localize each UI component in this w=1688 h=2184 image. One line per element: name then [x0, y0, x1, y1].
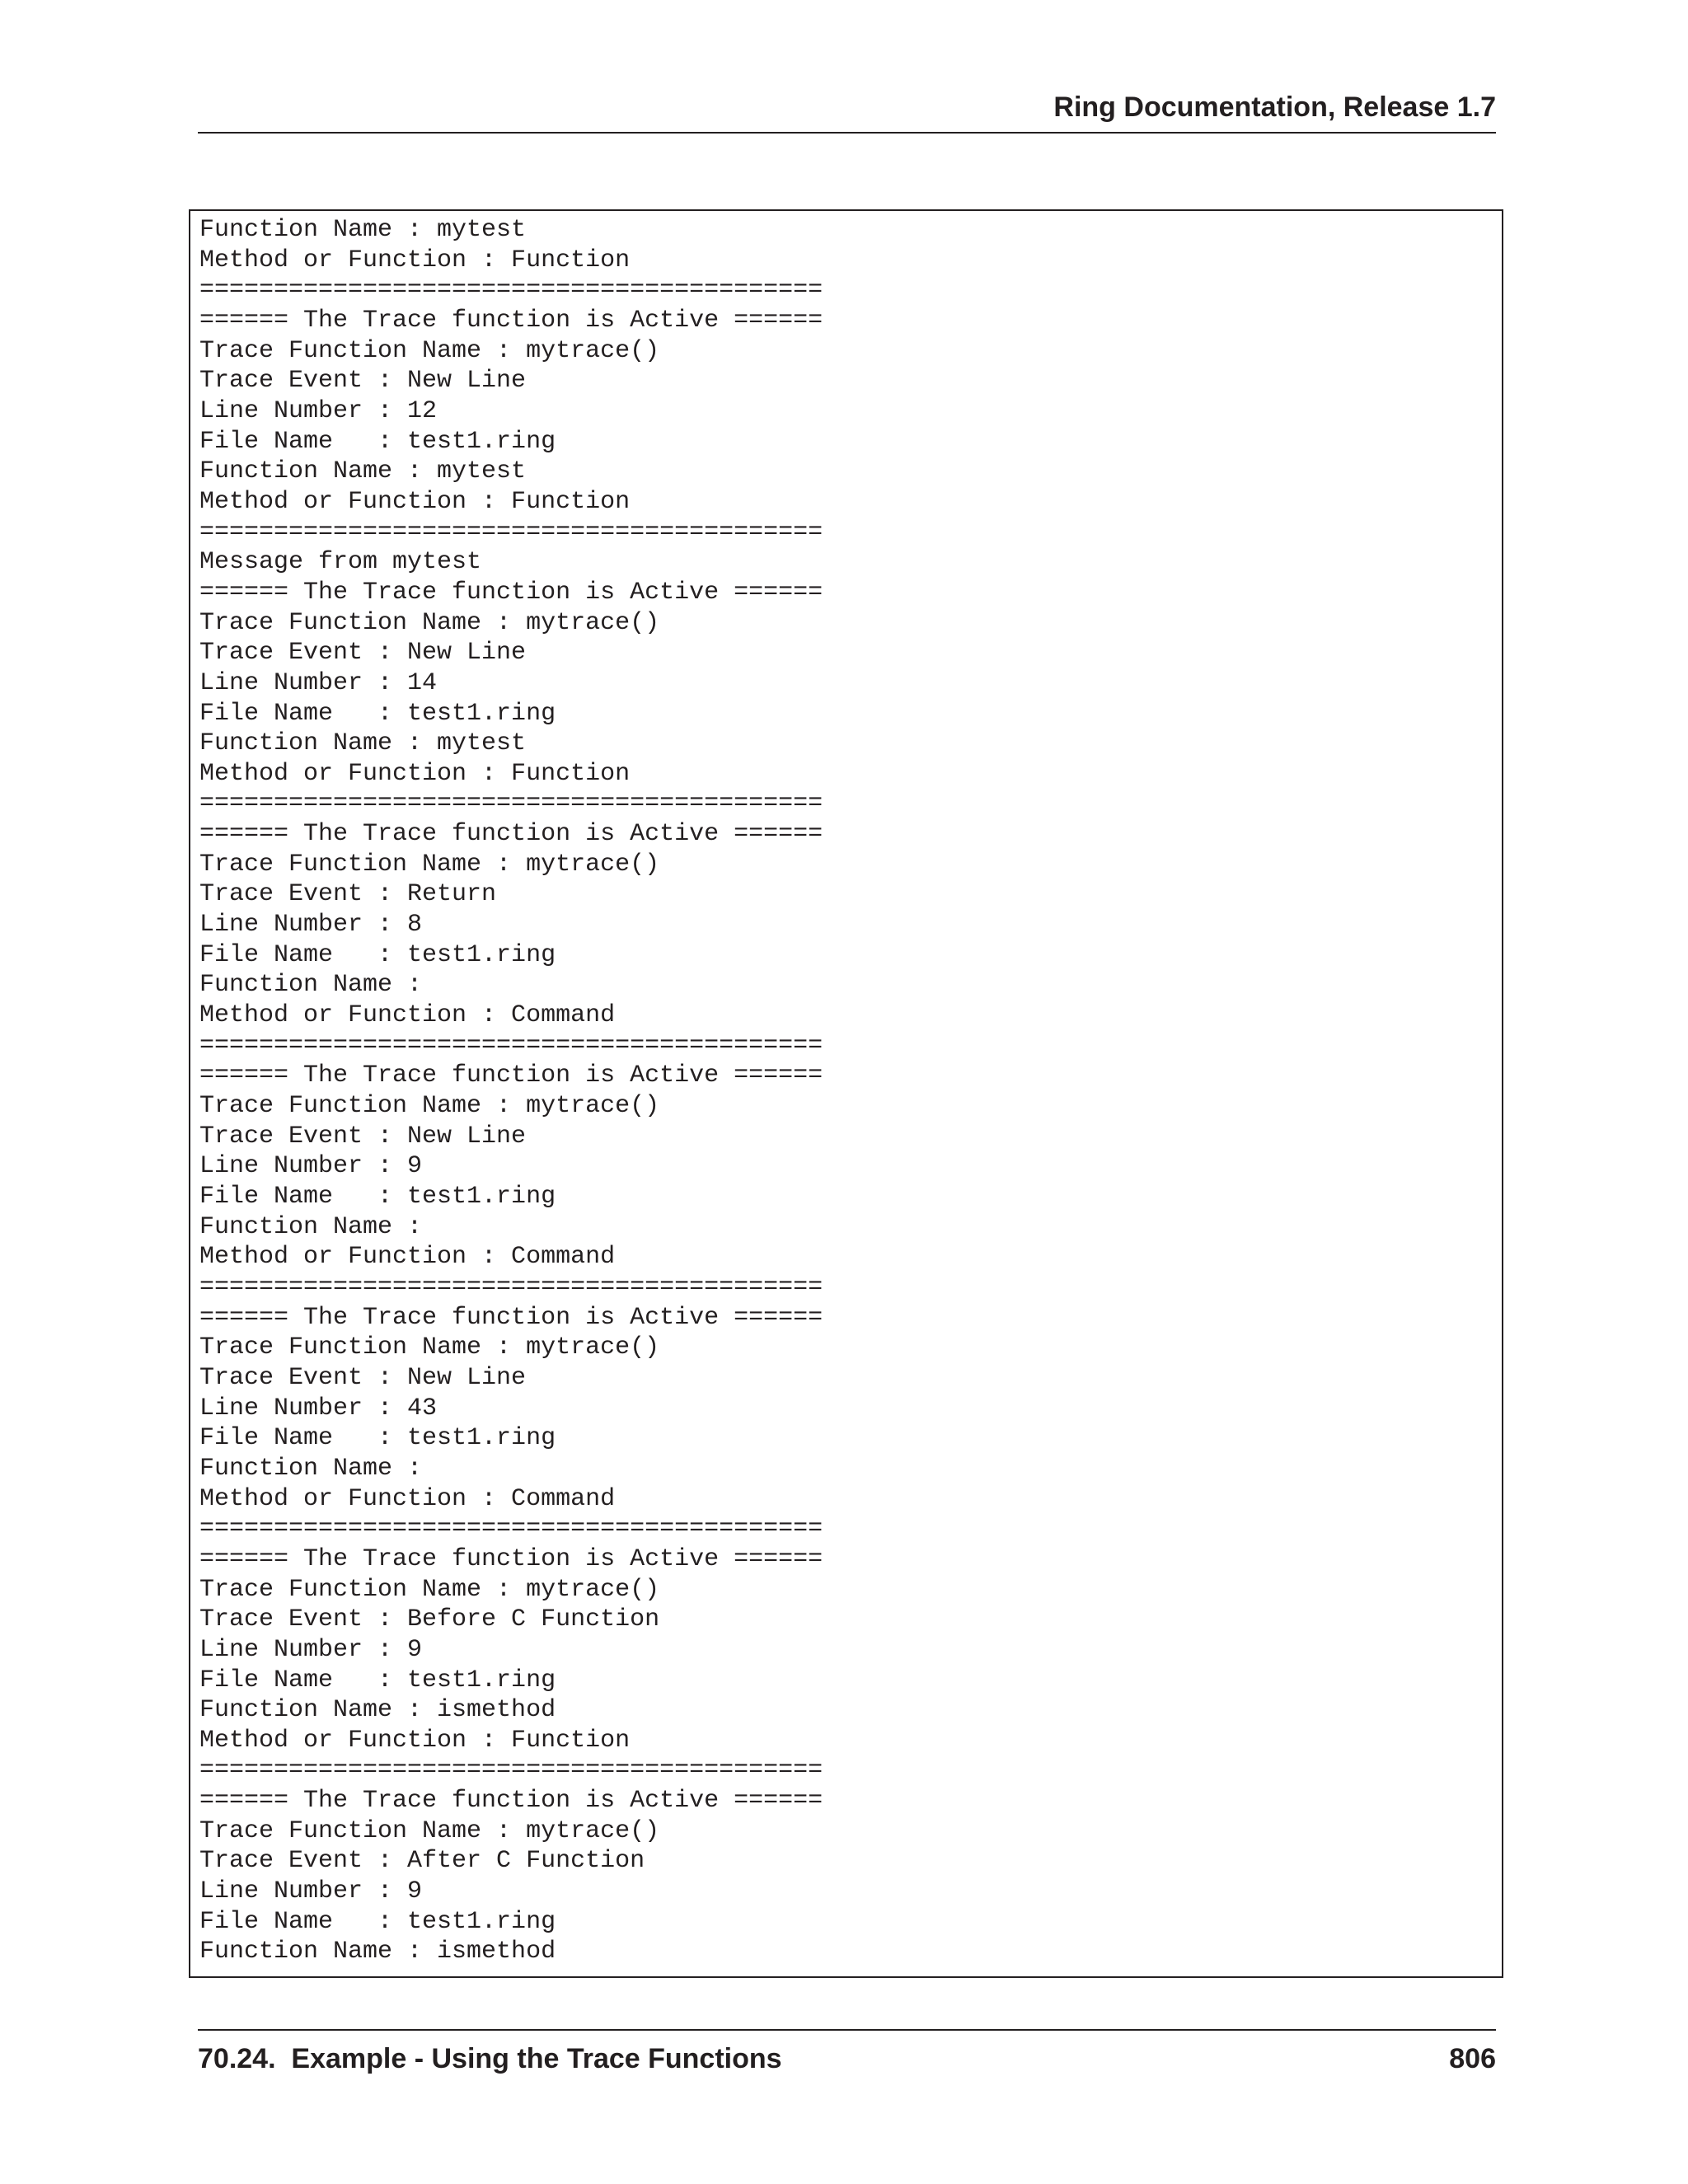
code-line: ========================================== [199, 790, 823, 818]
page-header [198, 89, 1496, 134]
code-line: Method or Function : Command [199, 1243, 616, 1272]
code-line: ====== The Trace function is Active ====== [199, 578, 823, 607]
code-line: ========================================== [199, 1515, 823, 1544]
code-block [189, 209, 1503, 1978]
code-line: Line Number : 14 [199, 668, 438, 697]
code-line: Function Name : [199, 971, 423, 1000]
code-line: Method or Function : Command [199, 1484, 616, 1513]
code-line: ====== The Trace function is Active ====== [199, 1303, 823, 1332]
code-line: Trace Function Name : mytrace() [199, 336, 660, 365]
code-line: Method or Function : Function [199, 487, 631, 516]
code-line: ====== The Trace function is Active ====== [199, 1787, 823, 1816]
code-line: Function Name : mytest [199, 457, 527, 486]
code-line: File Name : test1.ring [199, 427, 556, 456]
code-line: Trace Event : New Line [199, 1122, 527, 1151]
code-line: ====== The Trace function is Active ====== [199, 820, 823, 849]
code-line: Trace Event : Return [199, 880, 497, 909]
code-line: File Name : test1.ring [199, 1424, 556, 1453]
code-line: Method or Function : Function [199, 759, 631, 788]
code-line: Trace Function Name : mytrace() [199, 608, 660, 637]
code-line: Line Number : 9 [199, 1635, 423, 1664]
code-line: File Name : test1.ring [199, 1666, 556, 1694]
code-line: File Name : test1.ring [199, 1183, 556, 1211]
code-line: Method or Function : Function [199, 246, 631, 274]
code-line: Function Name : ismethod [199, 1938, 556, 1966]
code-line: ========================================== [199, 1031, 823, 1060]
code-line: Function Name : [199, 1212, 423, 1241]
code-line: Trace Event : New Line [199, 639, 527, 668]
code-line: Message from mytest [199, 548, 482, 577]
code-line: Trace Event : After C Function [199, 1847, 645, 1876]
code-line: Method or Function : Command [199, 1001, 616, 1030]
code-line: Trace Function Name : mytrace() [199, 1092, 660, 1121]
code-line: Line Number : 12 [199, 396, 438, 425]
code-line: Line Number : 9 [199, 1152, 423, 1181]
code-line: Trace Event : Before C Function [199, 1605, 660, 1634]
code-line: Function Name : [199, 1454, 423, 1483]
code-line: Trace Event : New Line [199, 367, 527, 396]
code-line: Trace Function Name : mytrace() [199, 1333, 660, 1362]
code-line: Trace Function Name : mytrace() [199, 1816, 660, 1845]
code-line: Trace Event : New Line [199, 1363, 527, 1392]
code-line: ========================================== [199, 518, 823, 546]
code-line: File Name : test1.ring [199, 1907, 556, 1936]
code-line: File Name : test1.ring [199, 940, 556, 969]
code-line: ========================================== [199, 1756, 823, 1785]
code-line: Function Name : ismethod [199, 1696, 556, 1725]
code-line: ====== The Trace function is Active ====== [199, 1544, 823, 1573]
code-line: ========================================== [199, 276, 823, 305]
page-footer [198, 2029, 1496, 2080]
page-number: 806 [1449, 2043, 1496, 2074]
code-line: ====== The Trace function is Active ====== [199, 1062, 823, 1090]
code-line: Trace Function Name : mytrace() [199, 850, 660, 879]
code-line: Trace Function Name : mytrace() [199, 1575, 660, 1604]
code-line: File Name : test1.ring [199, 699, 556, 728]
code-line: Function Name : mytest [199, 729, 527, 758]
code-line: Method or Function : Function [199, 1726, 631, 1755]
code-line: Line Number : 43 [199, 1394, 438, 1422]
code-line: ====== The Trace function is Active ====== [199, 306, 823, 335]
document-title: Ring Documentation, Release 1.7 [1053, 91, 1496, 123]
section-title: 70.24. Example - Using the Trace Functions [198, 2043, 782, 2074]
code-line: Line Number : 9 [199, 1877, 423, 1906]
code-line: Line Number : 8 [199, 911, 423, 940]
code-line: Function Name : mytest [199, 216, 527, 244]
code-line: ========================================== [199, 1272, 823, 1301]
